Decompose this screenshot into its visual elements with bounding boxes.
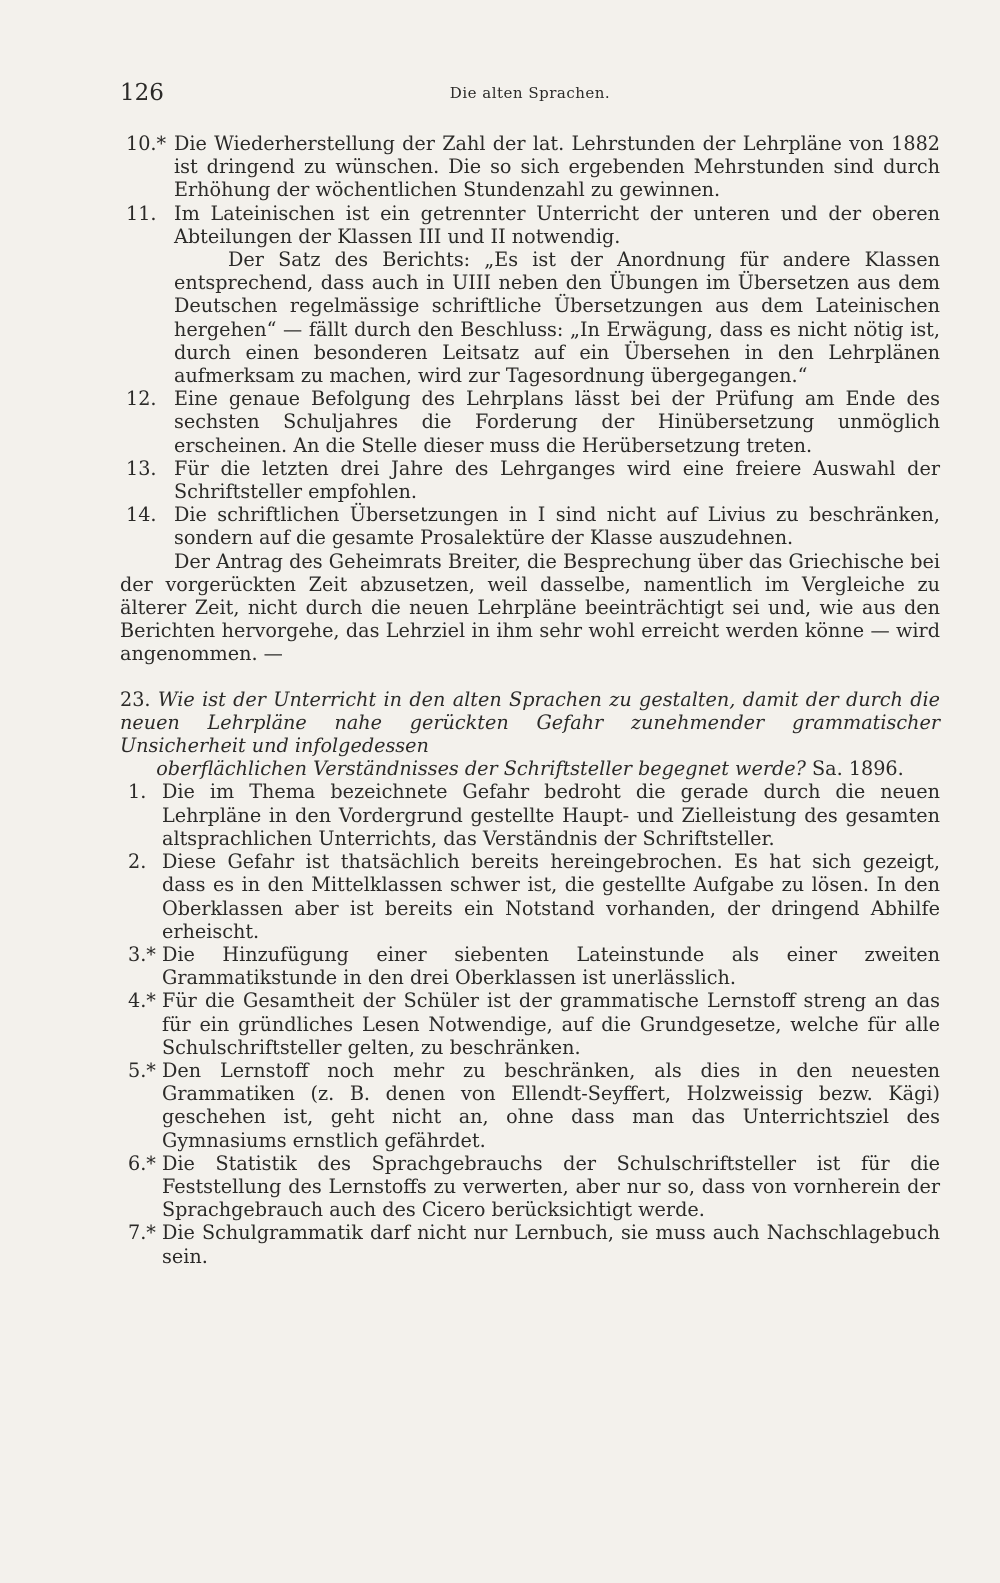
paragraph-antrag: Der Antrag des Geheimrats Breiter, die Besprechung über das Griechische bei der vorgerückten Zeit abzusetzen, weil dasselbe, namentlich im Vergleiche zu älterer Zeit, nicht durch die neuen Lehrpläne beeinträchtigt sei und, wie aus den Berichten hervorgehe, das Lehrziel in ihm sehr wohl erreicht werden könne — wird angenommen. — xyxy=(120,549,940,666)
item-text: Eine genaue Befolgung des Lehrplans lässt bei der Prüfung am Ende des sechsten Schuljahres die Forderung der Hinübersetzung unmöglich erscheinen. An die Stelle dieser muss die Herübersetzung treten. xyxy=(174,387,940,457)
item-text: Die im Thema bezeichnete Gefahr bedroht die gerade durch die neuen Lehrpläne in den Vordergrund gestellte Haupt- und Zielleistung des gesamten altsprachlichen Unterrichts, das Verständnis der Schriftsteller. xyxy=(162,780,940,850)
item-number: 10.* xyxy=(126,132,167,155)
paragraph-bericht: Der Satz des Berichts: „Es ist der Anordnung für andere Klassen entsprechend, dass auch in UIII neben den Übungen im Übersetzen aus dem Deutschen regelmässige schriftliche Übersetzungen aus dem Lateinischen hergehen“ — fällt durch den Beschluss: „In Erwägung, dass es nicht nötig ist, durch einen besonderen Leitsatz auf ein Übersehen in den Lehrplänen aufmerksam zu machen, wird zur Tagesordnung übergegangen.“ xyxy=(174,248,940,388)
item-number: 7.* xyxy=(128,1221,156,1245)
list-item xyxy=(120,1221,940,1267)
item-text: Die Wiederherstellung der Zahl der lat. Lehrstunden der Lehrpläne von 1882 ist dringend zu wünschen. Die so sich ergebenden Mehrstunden sind durch Erhöhung der wöchentlichen Stundenzahl zu gewinnen. xyxy=(174,132,940,202)
item-number: 12. xyxy=(126,387,157,411)
list-item xyxy=(120,202,940,248)
section-number: 23. xyxy=(120,687,151,711)
running-title: Die alten Sprachen. xyxy=(449,84,611,102)
item-text: Im Lateinischen ist ein getrennter Unterricht der unteren und der oberen Abteilungen der Klassen III und II notwendig. xyxy=(174,201,940,248)
item-number: 11. xyxy=(126,201,157,225)
page-number: 126 xyxy=(120,80,164,106)
list-item xyxy=(120,989,940,1059)
list-item xyxy=(120,850,940,943)
item-number: 6.* xyxy=(128,1151,156,1175)
list-item xyxy=(120,387,940,457)
item-number: 5.* xyxy=(128,1058,156,1082)
list-item xyxy=(120,132,940,202)
section-source: Sa. 1896. xyxy=(812,757,904,781)
item-number: 13. xyxy=(126,456,157,480)
item-text: Für die letzten drei Jahre des Lehrganges wird eine freiere Auswahl der Schriftsteller empfohlen. xyxy=(174,456,940,504)
list-item xyxy=(120,503,940,549)
item-number: 14. xyxy=(126,503,157,527)
section-title: Wie ist der Unterricht in den alten Sprachen zu gestalten, damit der durch die neuen Lehrpläne nahe gerückten Gefahr zunehmender grammatischer Unsicherheit und infolgedessen xyxy=(120,687,940,758)
item-text: Den Lernstoff noch mehr zu beschränken, als dies in den neuesten Grammatiken (z. B. denen von Ellendt-Seyffert, Holzweissig bezw. Kägi) geschehen ist, geht nicht an, ohne dass man das Unterrichtsziel des Gymnasiums ernstlich gefährdet. xyxy=(162,1058,940,1152)
list-item xyxy=(120,457,940,503)
section-heading xyxy=(120,688,940,781)
list-item xyxy=(120,1152,940,1222)
item-text: Die Statistik des Sprachgebrauchs der Schulschriftsteller ist für die Feststellung des Lernstoffs zu verwerten, aber nur so, dass von vornherein der Sprachgebrauch auch des Cicero berücksichtigt werde. xyxy=(162,1151,940,1222)
item-number: 4.* xyxy=(128,989,156,1013)
item-number: 3.* xyxy=(128,942,156,966)
item-number: 1. xyxy=(128,780,147,804)
item-text: Die schriftlichen Übersetzungen in I sind nicht auf Livius zu beschränken, sondern auf die gesamte Prosalektüre der Klasse auszudehnen. xyxy=(174,503,940,550)
item-text: Die Hinzufügung einer siebenten Lateinstunde als einer zweiten Grammatikstunde in den drei Oberklassen ist unerlässlich. xyxy=(162,942,940,990)
list-item xyxy=(120,943,940,989)
item-text: Diese Gefahr ist thatsächlich bereits hereingebrochen. Es hat sich gezeigt, dass es in den Mittelklassen schwer ist, die gestellte Aufgabe zu lösen. In den Oberklassen aber ist bereits ein Notstand vorhanden, der dringend Abhilfe erheischt. xyxy=(162,850,940,943)
item-text: Für die Gesamtheit der Schüler ist der grammatische Lernstoff streng an das für ein gründliches Lesen Notwendige, auf die Grundgesetze, welche für alle Schulschriftsteller gelten, zu beschränken. xyxy=(162,989,940,1059)
list-item xyxy=(120,780,940,850)
page-content xyxy=(120,132,940,1268)
section-title-end: oberflächlichen Verständnisses der Schriftsteller begegnet werde? xyxy=(156,757,806,781)
item-text: Die Schulgrammatik darf nicht nur Lernbuch, sie muss auch Nachschlagebuch sein. xyxy=(162,1221,940,1268)
item-number: 2. xyxy=(128,850,147,874)
page-header xyxy=(120,80,940,110)
list-item xyxy=(120,1059,940,1152)
